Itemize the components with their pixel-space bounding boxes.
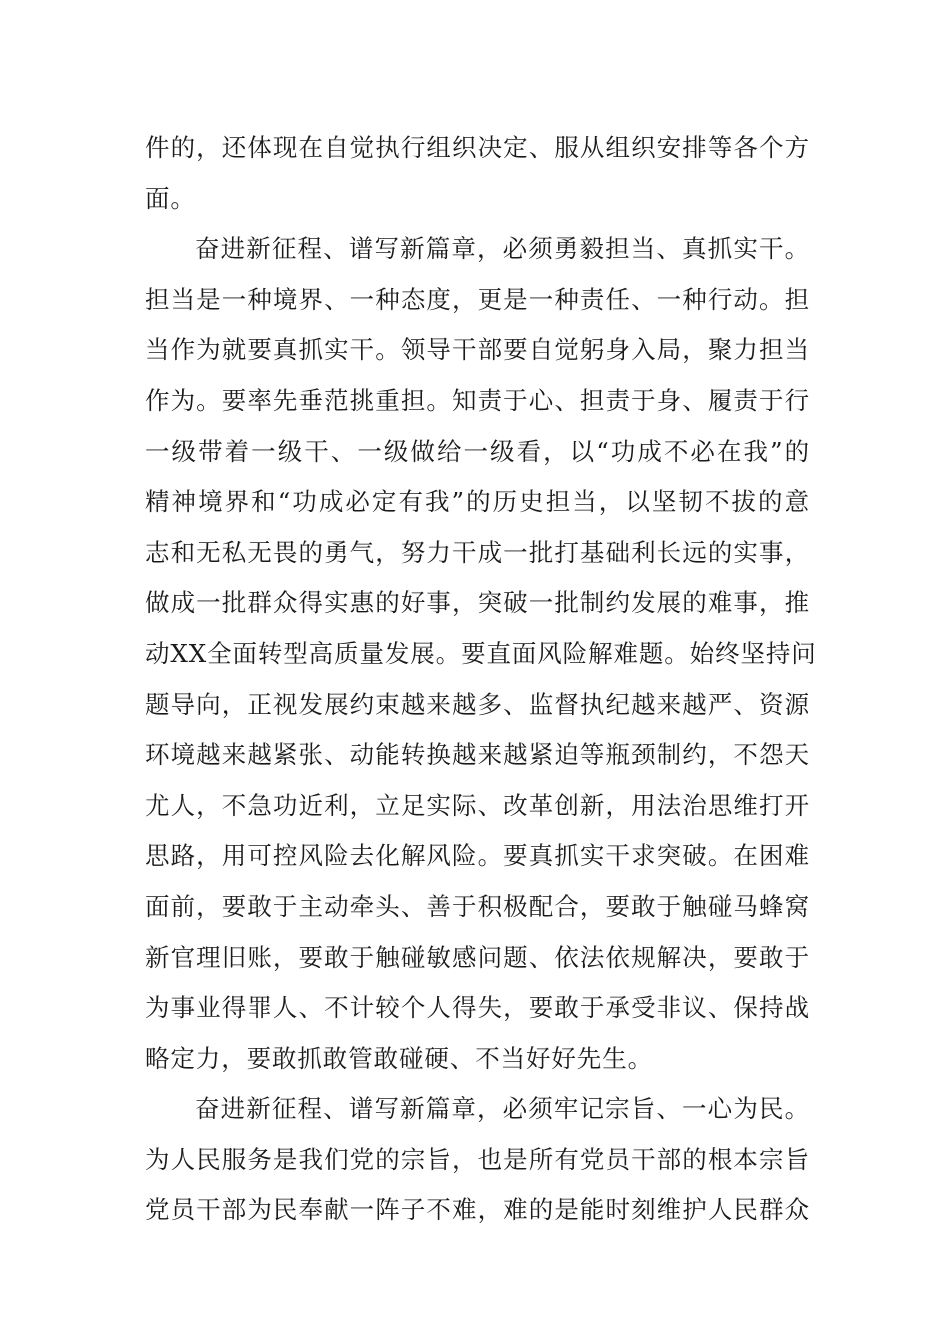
text-line: 一级带着一级干、一级做给一级看，以“功成不必在我”的 (145, 436, 810, 466)
text-line: 题导向，正视发展约束越来越多、监督执纪越来越严、资源 (145, 689, 810, 719)
paragraph-1 (145, 123, 810, 224)
text-line: 奋进新征程、谱写新篇章，必须勇毅担当、真抓实干。 (195, 234, 810, 264)
paragraph-3 (145, 1084, 810, 1236)
text-line: 尤人，不急功近利，立足实际、改革创新，用法治思维打开 (145, 790, 810, 820)
text-line: 思路，用可控风险去化解风险。要真抓实干求突破。在困难 (145, 841, 810, 871)
text-line: 件的，还体现在自觉执行组织决定、服从组织安排等各个方 (145, 133, 810, 162)
text-line: 为事业得罪人、不计较个人得失，要敢于承受非议、保持战 (145, 993, 810, 1023)
text-line: 动XX全面转型高质量发展。要直面风险解难题。始终坚持问 (145, 638, 817, 668)
text-line: 志和无私无畏的勇气，努力干成一批打基础利长远的实事， (145, 537, 810, 567)
text-line: 当作为就要真抓实干。领导干部要自觉躬身入局，聚力担当 (145, 335, 810, 365)
text-line: 为人民服务是我们党的宗旨，也是所有党员干部的根本宗旨 (145, 1144, 810, 1174)
text-line: 做成一批群众得实惠的好事，突破一批制约发展的难事，推 (145, 588, 810, 618)
paragraph-2 (145, 224, 817, 1084)
text-line: 面前，要敢于主动牵头、善于积极配合，要敢于触碰马蜂窝 (145, 891, 810, 921)
text-line: 新官理旧账，要敢于触碰敏感问题、依法依规解决，要敢于 (145, 942, 810, 972)
text-line: 担当是一种境界、一种态度，更是一种责任、一种行动。担 (145, 284, 810, 314)
text-line: 精神境界和“功成必定有我”的历史担当，以坚韧不拔的意 (145, 487, 810, 517)
text-line: 党员干部为民奉献一阵子不难，难的是能时刻维护人民群众 (145, 1195, 810, 1225)
text-line: 略定力，要敢抓敢管敢碰硬、不当好好先生。 (145, 1043, 653, 1073)
body-text (145, 123, 817, 1236)
text-line: 作为。要率先垂范挑重担。知责于心、担责于身、履责于行 (145, 385, 810, 415)
text-line: 环境越来越紧张、动能转换越来越紧迫等瓶颈制约，不怨天 (145, 740, 810, 770)
text-line: 面。 (145, 183, 196, 213)
text-line: 奋进新征程、谱写新篇章，必须牢记宗旨、一心为民。 (195, 1094, 810, 1124)
